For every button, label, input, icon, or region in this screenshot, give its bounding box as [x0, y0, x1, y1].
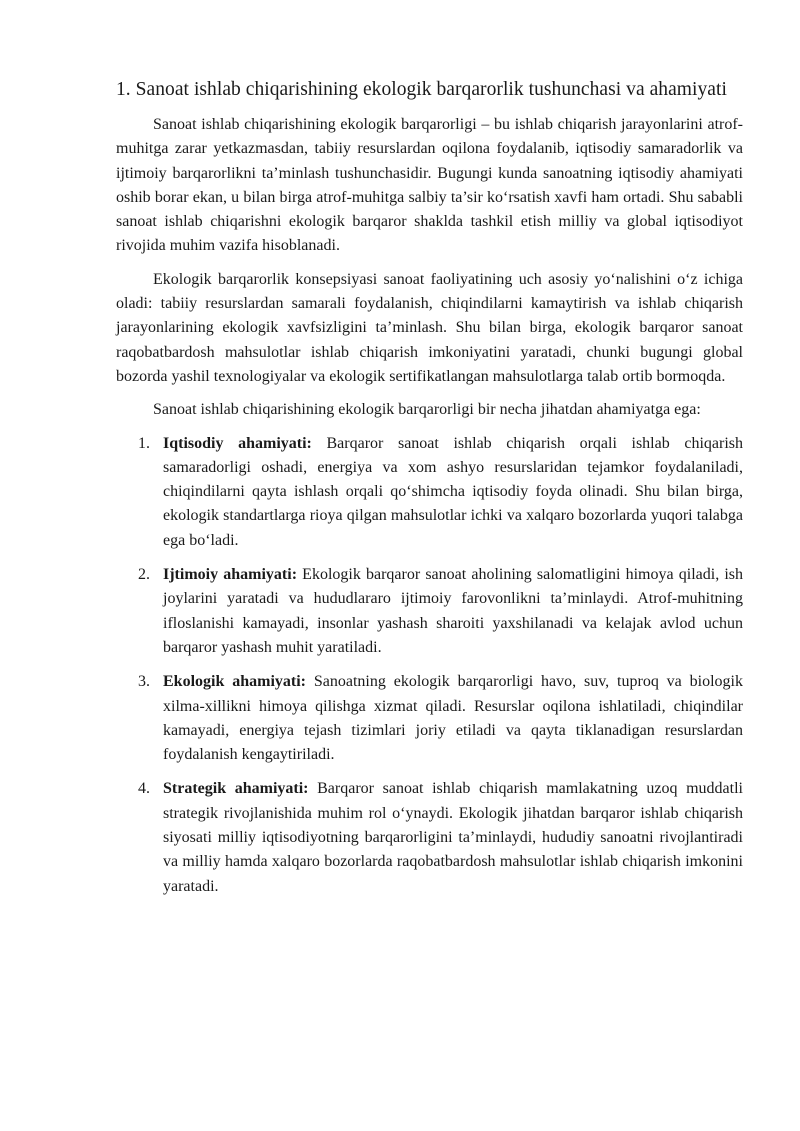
list-item-number: 4. — [138, 780, 150, 798]
list-item-text: Barqaror sanoat ishlab chiqarish mamlakatning uzoq muddatli strategik rivojlanishida muhim rol oʻynaydi. Ekologik jihatdan barqaror ishlab chiqarish siyosati milliy iqtisodiyotning barqarorligini ta’minlaydi, hududiy sanoatni rivojlantiradi va milliy hamda xalqaro bozorlarda raqobatbardosh mahsulotlar ishlab chiqarish imkonini yaratadi. — [163, 780, 743, 895]
importance-list — [116, 432, 743, 899]
list-item-social — [116, 563, 743, 660]
paragraph-intro-list: Sanoat ishlab chiqarishining ekologik barqarorligi bir necha jihatdan ahamiyatga ega: — [153, 401, 701, 419]
list-item-text: Sanoatning ekologik barqarorligi havo, suv, tuproq va biologik xilma-xillikni himoya qilishga xizmat qiladi. Resurslar oqilona ishlatiladi, chiqindilar kamayadi, energiya tejash tizimlari joriy etiladi va qayta tiklanadigan resurslardan foydalanish kengaytiriladi. — [163, 673, 743, 764]
section-heading: 1. Sanoat ishlab chiqarishining ekologik barqarorlik tushunchasi va ahamiyati — [116, 79, 727, 100]
list-item-number: 2. — [138, 566, 150, 584]
list-item-economic — [116, 432, 743, 553]
paragraph-concept: Ekologik barqarorlik konsepsiyasi sanoat faoliyatining uch asosiy yoʻnalishini oʻz ichiga oladi: tabiiy resurslardan samarali foydalanish, chiqindilarni kamaytirish va ishlab chiqarish jarayonlarining ekologik xavfsizligini ta’minlash. Shu bilan birga, ekologik barqaror sanoat raqobatbardosh mahsulotlar ishlab chiqarish imkoniyatini yaratadi, chunki bugungi global bozorda yashil texnologiyalar va ekologik sertifikatlangan mahsulotlarga talab ortib bormoqda. — [116, 270, 743, 385]
list-item-number: 1. — [138, 434, 150, 452]
list-item-strategic — [116, 777, 743, 898]
list-item-number: 3. — [138, 673, 150, 691]
list-item-title: Ijtimoiy ahamiyati: — [163, 566, 298, 584]
list-item-text: Barqaror sanoat ishlab chiqarish orqali ishlab chiqarish samaradorligi oshadi, energiya va xom ashyo resurslaridan tejamkor foydalaniladi, chiqindilarni qayta ishlash orqali qoʻshimcha iqtisodiy foyda olinadi. Shu bilan birga, ekologik standartlarga rioya qilgan mahsulotlar ichki va xalqaro bozorlarda yuqori talabga ega boʻladi. — [163, 434, 743, 549]
list-item-title: Iqtisodiy ahamiyati: — [163, 434, 312, 452]
list-item-ecological — [116, 670, 743, 767]
document-page — [116, 76, 743, 909]
list-item-title: Strategik ahamiyati: — [163, 780, 309, 798]
list-item-title: Ekologik ahamiyati: — [163, 673, 307, 691]
list-item-text: Ekologik barqaror sanoat aholining salomatligini himoya qiladi, ish joylarini yaratadi va hududlararo ijtimoiy farovonlikni ta’minlaydi. Atrof-muhitning ifloslanishi kamayadi, insonlar yashash sharoiti yaxshilanadi va kelajak avlod uchun barqaror yashash muhit yaratiladi. — [163, 566, 744, 656]
paragraph-definition: Sanoat ishlab chiqarishining ekologik barqarorligi – bu ishlab chiqarish jarayonlarini atrof-muhitga zarar yetkazmasdan, tabiiy resurslardan oqilona foydalanib, iqtisodiy samaradorlik va ijtimoiy barqarorlikni ta’minlash tushunchasidir. Bugungi kunda sanoatning iqtisodiy ahamiyati oshib borar ekan, u bilan birga atrof-muhitga salbiy ta’sir koʻrsatish xavfi ham ortadi. Shu sababli sanoat ishlab chiqarishni ekologik barqaror shaklda tashkil etish milliy va global iqtisodiyot rivojida muhim vazifa hisoblanadi. — [116, 116, 743, 255]
